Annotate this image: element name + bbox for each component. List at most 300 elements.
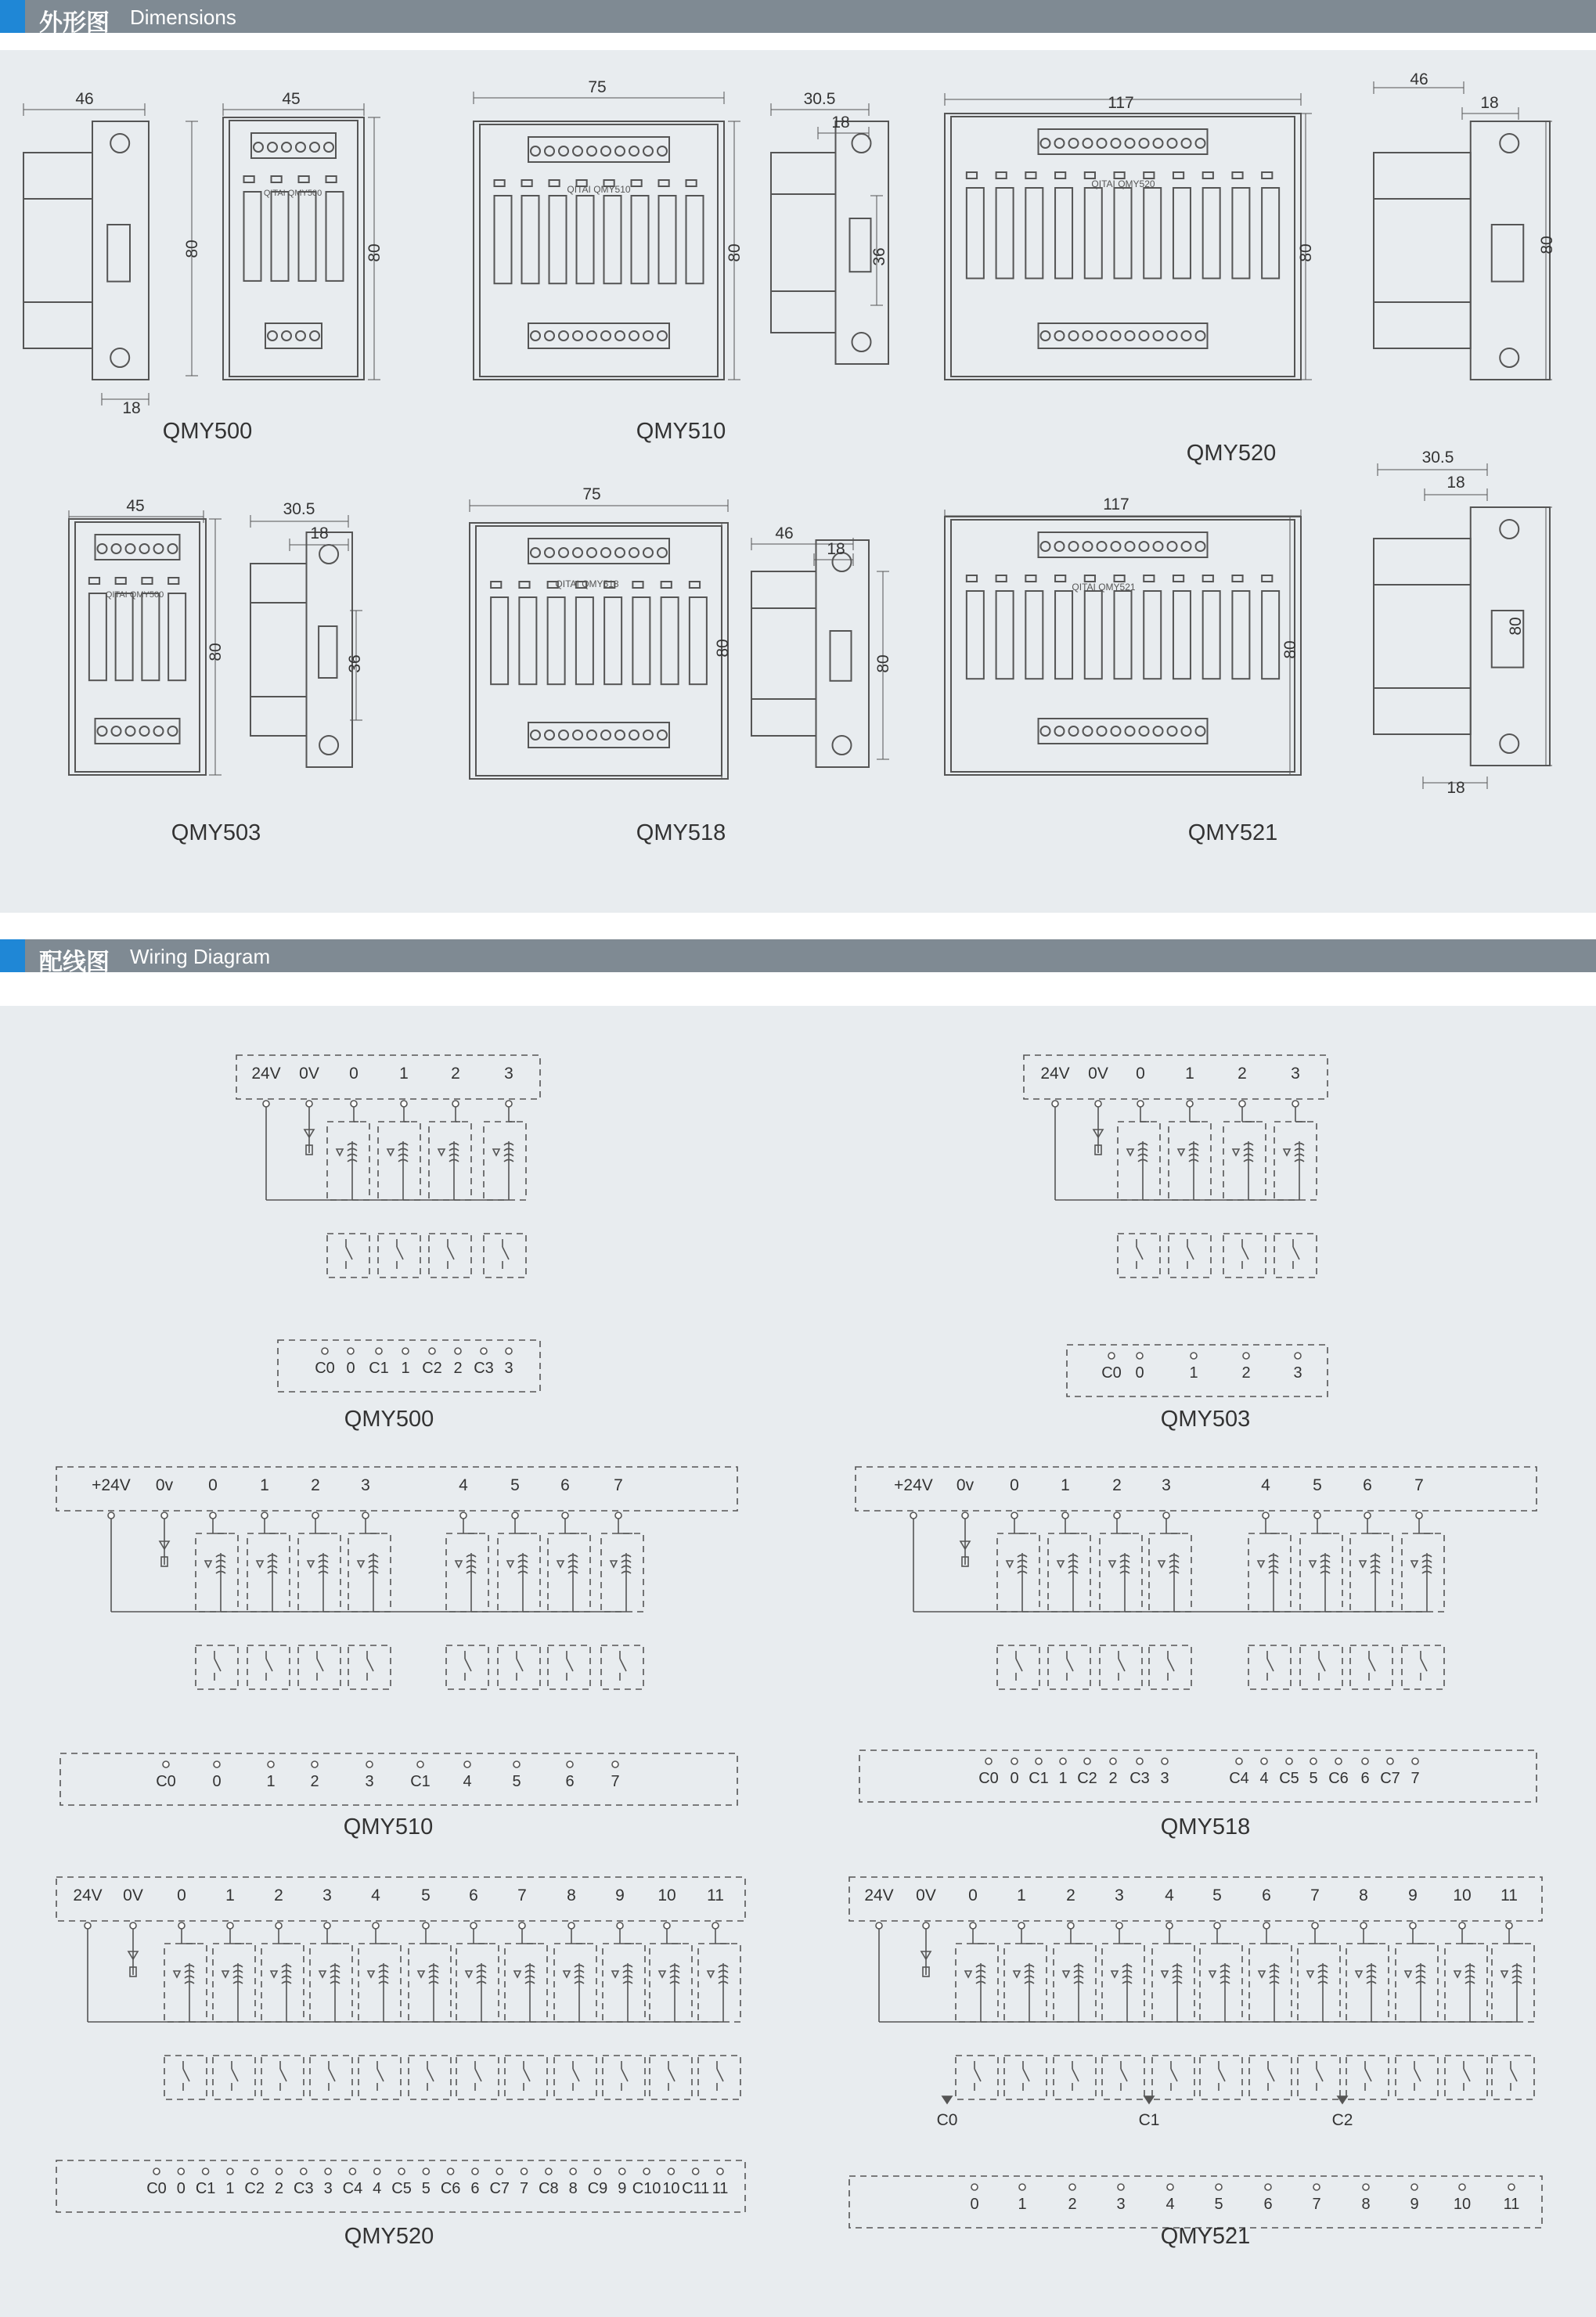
dashed-box-top: [56, 1877, 745, 1921]
header-accent: [0, 939, 25, 972]
contact-dashed-box: [1149, 1645, 1191, 1689]
bottom-terminal-icon: [153, 2168, 160, 2175]
relay-contact-icon: [1511, 2061, 1517, 2091]
contact-dashed-box: [348, 1645, 391, 1689]
side-rail-plate: [307, 532, 353, 767]
led-icon: [967, 172, 977, 178]
terminal-screw-icon: [1154, 331, 1163, 341]
terminal-screw-icon: [573, 548, 582, 557]
relay-contact-icon: [1072, 2061, 1079, 2091]
diode-icon: [1057, 1561, 1064, 1567]
terminal-screw-icon: [112, 544, 121, 553]
led-icon: [522, 180, 532, 186]
top-terminal-label: 0V: [123, 1886, 143, 1904]
relay-icon: [519, 597, 536, 684]
terminal-screw-icon: [545, 146, 554, 156]
bottom-terminal-icon: [1118, 2184, 1124, 2190]
bottom-terminal-icon: [429, 1348, 435, 1354]
contact-dashed-box: [446, 1645, 488, 1689]
relay-contact-icon: [1219, 2061, 1225, 2091]
diode-icon: [507, 1561, 513, 1567]
dim-qmy520-side-width: 46: [1410, 70, 1428, 88]
contact-segment: [1171, 2069, 1177, 2081]
relay-contact-icon: [668, 2061, 675, 2091]
terminal-block: [251, 133, 336, 158]
relay-contact-icon: [377, 2061, 384, 2091]
common-arrow-icon: [1144, 2096, 1154, 2103]
terminal-screw-icon: [587, 548, 596, 557]
terminal-screw-icon: [545, 331, 554, 341]
relay-contact-icon: [1016, 1651, 1022, 1681]
terminal-screw-icon: [1069, 542, 1079, 551]
relay-contact-icon: [317, 1651, 323, 1681]
top-terminal-label: 0V: [1088, 1065, 1108, 1083]
terminal-block: [528, 137, 669, 162]
top-terminal-label: 0: [208, 1476, 218, 1494]
bottom-terminal-label: C3: [474, 1360, 494, 1377]
side-window: [1492, 225, 1524, 282]
top-terminal-label: 6: [1363, 1476, 1372, 1494]
bottom-terminal-icon: [1363, 2184, 1369, 2190]
side-window: [107, 225, 130, 282]
bottom-terminal-icon: [1216, 2184, 1222, 2190]
bottom-terminal-label: 5: [512, 1773, 521, 1790]
terminal-screw-icon: [1196, 726, 1205, 736]
bottom-terminal-label: C11: [682, 2180, 710, 2197]
top-terminal-label: 2: [1112, 1476, 1122, 1494]
bottom-terminal-icon: [1387, 1758, 1393, 1764]
terminal-screw-icon: [1168, 331, 1177, 341]
terminal-screw-icon: [268, 331, 277, 341]
terminal-screw-icon: [629, 730, 639, 740]
relay-contact-icon: [517, 1651, 523, 1681]
top-terminal-icon: [261, 1512, 268, 1519]
bottom-terminal-label: 2: [274, 2180, 284, 2197]
contact-dashed-box: [1048, 1645, 1090, 1689]
top-terminal-label: 24V: [251, 1065, 281, 1083]
top-terminal-label: 3: [361, 1476, 370, 1494]
terminal-screw-icon: [1055, 139, 1065, 148]
contact-segment: [620, 1659, 626, 1671]
screw-icon: [110, 134, 129, 153]
relay-icon: [272, 192, 289, 281]
bottom-terminal-label: 2: [310, 1773, 319, 1790]
top-terminal-icon: [1292, 1101, 1299, 1107]
bottom-terminal-icon: [1036, 1758, 1042, 1764]
bottom-terminal-label: 1: [401, 1360, 410, 1377]
led-icon: [299, 176, 309, 182]
diode-icon: [418, 1971, 424, 1977]
diode-icon: [1127, 1149, 1133, 1155]
relay-icon: [495, 196, 512, 283]
top-terminal-icon: [923, 1922, 929, 1929]
terminal-screw-icon: [1168, 542, 1177, 551]
relay-contact-icon: [427, 2061, 434, 2091]
contact-segment: [448, 1247, 454, 1259]
wiring-model-label: QMY500: [344, 1407, 434, 1432]
top-terminal-label: 0V: [916, 1886, 936, 1904]
dim-qmy510-side-inner: 18: [831, 114, 850, 132]
top-terminal-icon: [1360, 1922, 1367, 1929]
led-icon: [632, 180, 642, 186]
top-terminal-icon: [108, 1512, 114, 1519]
bottom-terminal-icon: [398, 2168, 405, 2175]
top-terminal-icon: [351, 1101, 357, 1107]
bottom-terminal-icon: [1191, 1353, 1197, 1359]
contact-dashed-box: [1248, 1645, 1291, 1689]
dimensions-title-zh: 外形图: [39, 9, 110, 37]
terminal-block: [528, 539, 669, 564]
contact-dashed-box: [505, 2056, 547, 2099]
bottom-terminal-label: C10: [632, 2180, 661, 2197]
top-terminal-label: 0v: [956, 1476, 975, 1494]
relay-contact-icon: [448, 1239, 454, 1269]
top-terminal-label: 0v: [155, 1476, 174, 1494]
terminal-block: [528, 323, 669, 348]
bottom-terminal-label: C2: [1077, 1770, 1097, 1787]
bottom-terminal-icon: [448, 2168, 454, 2175]
contact-dashed-box: [196, 1645, 238, 1689]
top-terminal-icon: [130, 1922, 136, 1929]
terminal-screw-icon: [1196, 542, 1205, 551]
bottom-terminal-label: C4: [1229, 1770, 1249, 1787]
relay-icon: [116, 593, 133, 680]
terminal-screw-icon: [154, 726, 164, 736]
bottom-terminal-icon: [1411, 2184, 1418, 2190]
relay-contact-icon: [1168, 1651, 1174, 1681]
diode-icon: [1209, 1971, 1216, 1977]
bottom-terminal-icon: [1310, 1758, 1317, 1764]
bottom-terminal-label: C2: [244, 2180, 265, 2197]
terminal-screw-icon: [1126, 542, 1135, 551]
terminal-screw-icon: [1182, 139, 1191, 148]
led-icon: [168, 578, 178, 584]
contact-segment: [1187, 1247, 1194, 1259]
contact-segment: [367, 1659, 373, 1671]
contact-dashed-box: [1118, 1234, 1160, 1277]
bottom-terminal-label: 1: [1018, 2196, 1027, 2213]
diode-icon: [387, 1149, 394, 1155]
dim-qmy521-side-width: 30.5: [1421, 449, 1454, 467]
bottom-terminal-label: 7: [1312, 2196, 1321, 2213]
brand-qmy503: QITAI QMY500: [105, 590, 164, 600]
terminal-screw-icon: [601, 146, 611, 156]
relay-contact-icon: [975, 2061, 981, 2091]
contact-dashed-box: [650, 2056, 692, 2099]
terminal-screw-icon: [310, 142, 319, 152]
contact-dashed-box: [601, 1645, 643, 1689]
top-terminal-icon: [1459, 1922, 1465, 1929]
relay-icon: [632, 196, 649, 283]
bottom-terminal-label: 6: [470, 2180, 480, 2197]
diode-icon: [557, 1561, 564, 1567]
side-housing: [751, 571, 816, 736]
contact-segment: [232, 2069, 238, 2081]
bottom-terminal-label: 0: [176, 2180, 186, 2197]
diode-icon: [358, 1561, 364, 1567]
bottom-terminal-icon: [717, 2168, 723, 2175]
led-icon: [116, 578, 126, 584]
contact-dashed-box: [603, 2056, 645, 2099]
top-terminal-icon: [423, 1922, 429, 1929]
bottom-terminal-icon: [178, 2168, 184, 2175]
led-icon: [1173, 172, 1183, 178]
wiring-model-label: QMY510: [343, 1814, 434, 1840]
bottom-terminal-label: C1: [410, 1773, 431, 1790]
terminal-screw-icon: [112, 726, 121, 736]
bottom-terminal-label: 3: [1116, 2196, 1126, 2213]
top-terminal-icon: [712, 1922, 719, 1929]
contact-dashed-box: [1200, 2056, 1242, 2099]
model-label-qmy520: QMY520: [1186, 441, 1277, 466]
side-housing: [250, 564, 307, 736]
contact-dashed-box: [310, 2056, 352, 2099]
relay-icon: [1055, 188, 1072, 279]
relay-contact-icon: [1365, 2061, 1371, 2091]
terminal-screw-icon: [1055, 542, 1065, 551]
bottom-terminal-icon: [376, 1348, 382, 1354]
bottom-terminal-label: C0: [146, 2180, 167, 2197]
top-terminal-label: 6: [469, 1886, 478, 1904]
top-terminal-icon: [161, 1512, 168, 1519]
model-label-qmy500: QMY500: [162, 419, 253, 444]
relay-contact-icon: [1023, 2061, 1029, 2091]
contact-dashed-box: [698, 2056, 740, 2099]
terminal-screw-icon: [1111, 139, 1121, 148]
top-terminal-label: 0: [968, 1886, 978, 1904]
contact-segment: [668, 2069, 675, 2081]
relay-contact-icon: [524, 2061, 530, 2091]
top-terminal-icon: [1314, 1512, 1320, 1519]
bottom-terminal-icon: [521, 2168, 528, 2175]
diode-icon: [1360, 1561, 1366, 1567]
terminal-screw-icon: [168, 726, 178, 736]
bottom-terminal-icon: [643, 2168, 650, 2175]
contact-segment: [1067, 1659, 1073, 1671]
dim-qmy518-side-height: 80: [874, 654, 892, 673]
relay-icon: [686, 196, 704, 283]
terminal-screw-icon: [559, 331, 568, 341]
bottom-terminal-icon: [1265, 2184, 1271, 2190]
wiring-model-label: QMY521: [1160, 2224, 1251, 2249]
contact-dashed-box: [456, 2056, 499, 2099]
relay-contact-icon: [367, 1651, 373, 1681]
wiring-header: [0, 939, 1596, 976]
diode-icon: [493, 1149, 499, 1155]
top-terminal-icon: [1239, 1101, 1245, 1107]
relay-contact-icon: [1293, 1239, 1299, 1269]
bottom-terminal-label: 11: [712, 2180, 729, 2197]
relay-icon: [1232, 188, 1249, 279]
bottom-terminal-label: 3: [323, 2180, 333, 2197]
contact-segment: [1464, 2069, 1470, 2081]
terminal-screw-icon: [324, 142, 333, 152]
top-terminal-icon: [1114, 1512, 1120, 1519]
diode-icon: [174, 1971, 180, 1977]
terminal-screw-icon: [1154, 726, 1163, 736]
diode-icon: [965, 1971, 971, 1977]
terminal-screw-icon: [587, 146, 596, 156]
led-icon: [1115, 575, 1125, 582]
relay-icon: [1144, 591, 1161, 679]
contact-segment: [427, 2069, 434, 2081]
dim-qmy503-width: 45: [126, 497, 145, 515]
terminal-screw-icon: [1069, 726, 1079, 736]
top-terminal-icon: [1506, 1922, 1512, 1929]
bottom-terminal-icon: [163, 1761, 169, 1767]
bottom-terminal-label: C3: [1129, 1770, 1150, 1787]
led-icon: [1025, 172, 1036, 178]
relay-contact-icon: [1268, 2061, 1274, 2091]
bottom-terminal-icon: [366, 1761, 373, 1767]
side-rail-plate: [816, 540, 870, 767]
bottom-terminal-icon: [506, 1348, 512, 1354]
top-terminal-label: 7: [614, 1476, 623, 1494]
led-icon: [244, 176, 254, 182]
bottom-terminal-icon: [1011, 1758, 1018, 1764]
top-terminal-label: 2: [311, 1476, 320, 1494]
dim-qmy503-side-inner: 18: [310, 524, 329, 542]
contact-segment: [1072, 2069, 1079, 2081]
contact-segment: [1168, 1659, 1174, 1671]
led-icon: [996, 575, 1007, 582]
dimensions-title-en: Dimensions: [130, 5, 236, 29]
bottom-terminal-label: C3: [294, 2180, 314, 2197]
relay-icon: [996, 188, 1014, 279]
bottom-terminal-label: 5: [1309, 1770, 1318, 1787]
bottom-terminal-label: C7: [1380, 1770, 1400, 1787]
terminal-screw-icon: [168, 544, 178, 553]
bottom-terminal-label: C0: [978, 1770, 999, 1787]
top-terminal-icon: [460, 1512, 467, 1519]
diode-icon: [368, 1971, 374, 1977]
top-terminal-icon: [1062, 1512, 1068, 1519]
top-terminal-label: 1: [260, 1476, 269, 1494]
screw-icon: [319, 545, 338, 564]
relay-contact-icon: [397, 1239, 403, 1269]
relay-icon: [577, 196, 594, 283]
bottom-terminal-icon: [1508, 2184, 1515, 2190]
diode-icon: [438, 1149, 445, 1155]
relay-contact-icon: [346, 1239, 352, 1269]
bottom-terminal-label: C4: [342, 2180, 363, 2197]
dim-qmy518-width: 75: [582, 485, 601, 503]
top-terminal-icon: [568, 1922, 575, 1929]
bottom-terminal-icon: [1137, 1758, 1143, 1764]
model-label-qmy518: QMY518: [636, 820, 726, 845]
relay-icon: [1115, 188, 1132, 279]
terminal-block: [95, 719, 180, 744]
brand-qmy510: QITAI QMY510: [567, 184, 631, 195]
model-label-qmy510: QMY510: [636, 419, 726, 444]
relay-contact-icon: [1121, 2061, 1127, 2091]
contact-dashed-box: [1102, 2056, 1144, 2099]
contact-segment: [346, 1247, 352, 1259]
relay-contact-icon: [1414, 2061, 1421, 2091]
contact-dashed-box: [1300, 1645, 1342, 1689]
diode-icon: [1307, 1971, 1313, 1977]
diode-icon: [466, 1971, 472, 1977]
terminal-screw-icon: [1097, 331, 1107, 341]
top-terminal-label: 9: [615, 1886, 625, 1904]
terminal-screw-icon: [1126, 726, 1135, 736]
top-terminal-icon: [1263, 1922, 1270, 1929]
contact-segment: [1421, 1659, 1427, 1671]
bottom-terminal-icon: [472, 2168, 478, 2175]
bottom-terminal-label: 4: [1259, 1770, 1269, 1787]
top-terminal-icon: [362, 1512, 369, 1519]
bottom-terminal-label: 9: [618, 2180, 627, 2197]
contact-segment: [475, 2069, 481, 2081]
top-terminal-label: 6: [1262, 1886, 1271, 1904]
bottom-terminal-icon: [251, 2168, 258, 2175]
contact-segment: [1121, 2069, 1127, 2081]
bottom-terminal-icon: [496, 2168, 503, 2175]
terminal-screw-icon: [1041, 139, 1050, 148]
bottom-terminal-label: 3: [1160, 1770, 1169, 1787]
contact-segment: [524, 2069, 530, 2081]
contact-dashed-box: [327, 1234, 369, 1277]
diode-icon: [564, 1971, 570, 1977]
dashed-box-bottom: [859, 1750, 1537, 1802]
top-terminal-icon: [1214, 1922, 1220, 1929]
top-terminal-label: 24V: [73, 1886, 103, 1904]
terminal-screw-icon: [531, 548, 540, 557]
top-terminal-icon: [276, 1922, 282, 1929]
bottom-terminal-icon: [276, 2168, 283, 2175]
terminal-screw-icon: [126, 544, 135, 553]
top-terminal-label: +24V: [894, 1476, 933, 1494]
bottom-terminal-icon: [1110, 1758, 1116, 1764]
relay-icon: [549, 196, 567, 283]
relay-icon: [1055, 591, 1072, 679]
contact-dashed-box: [429, 1234, 471, 1277]
bottom-terminal-label: 0: [970, 2196, 979, 2213]
terminal-screw-icon: [1069, 139, 1079, 148]
terminal-screw-icon: [643, 146, 653, 156]
bottom-terminal-label: C1: [195, 2180, 216, 2197]
contact-segment: [1137, 1247, 1143, 1259]
bottom-terminal-icon: [1286, 1758, 1292, 1764]
common-terminal-label: C1: [1138, 2111, 1160, 2129]
dim-qmy510-height: 80: [726, 243, 744, 262]
dim-qmy521-side-height: 80: [1507, 617, 1525, 636]
relay-contact-icon: [1369, 1651, 1375, 1681]
diode-icon: [1284, 1149, 1290, 1155]
contact-dashed-box: [498, 1645, 540, 1689]
top-terminal-label: 7: [1414, 1476, 1424, 1494]
top-terminal-label: 1: [1185, 1065, 1194, 1083]
bottom-terminal-icon: [612, 1761, 618, 1767]
bottom-terminal-icon: [268, 1761, 274, 1767]
top-terminal-icon: [210, 1512, 216, 1519]
terminal-screw-icon: [1111, 542, 1121, 551]
bottom-terminal-icon: [668, 2168, 674, 2175]
diode-icon: [1111, 1971, 1118, 1977]
contact-segment: [975, 2069, 981, 2081]
terminal-screw-icon: [1097, 139, 1107, 148]
diode-icon: [514, 1971, 521, 1977]
terminal-screw-icon: [643, 730, 653, 740]
screw-icon: [319, 736, 338, 755]
bottom-terminal-label: 5: [1214, 2196, 1223, 2213]
terminal-screw-icon: [1083, 331, 1093, 341]
dim-qmy503-side-height: 36: [346, 654, 364, 673]
relay-icon: [690, 597, 707, 684]
bottom-terminal-icon: [301, 2168, 307, 2175]
bottom-terminal-label: 2: [1068, 2196, 1077, 2213]
bottom-terminal-icon: [693, 2168, 699, 2175]
